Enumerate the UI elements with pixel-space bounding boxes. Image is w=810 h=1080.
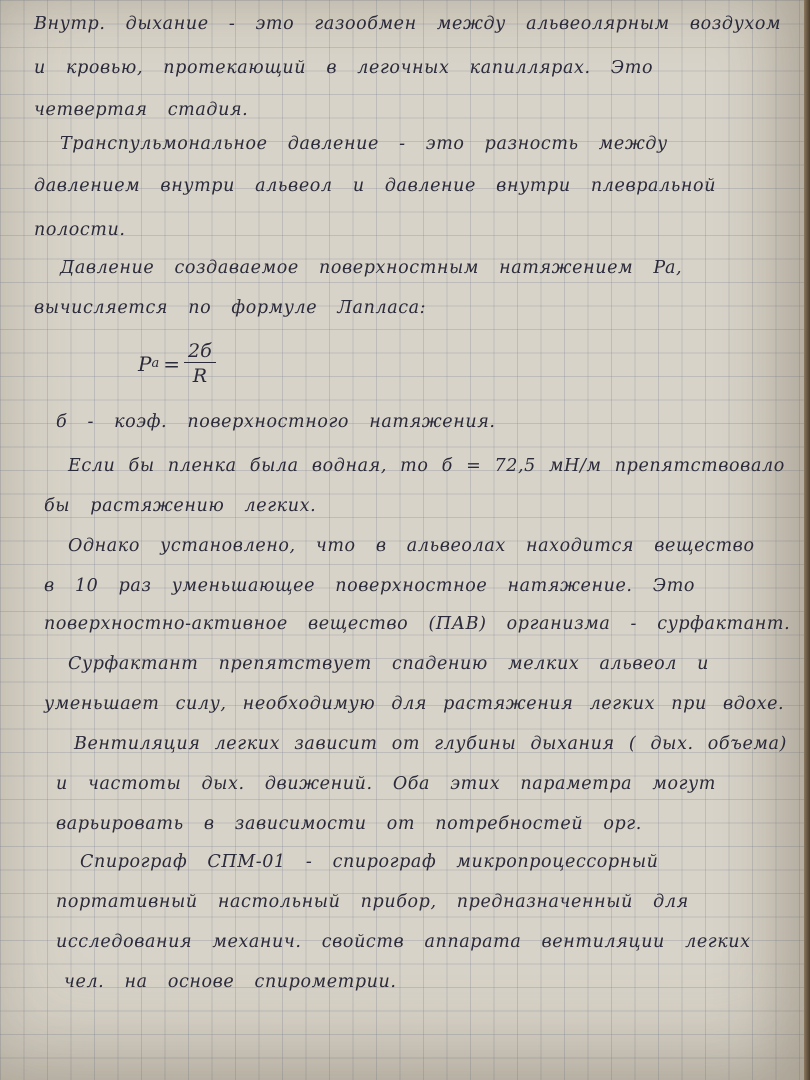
formula-lhs-subscript: a (151, 356, 160, 371)
formula-denominator: R (192, 365, 207, 387)
text-line-22: исследования механич. свойств аппарата вентиляции легких (56, 932, 751, 952)
text-line-12: Однако установлено, что в альвеолах находится вещество (68, 536, 755, 556)
text-line-8: вычисляется по формуле Лапласа: (34, 298, 427, 318)
formula-equals: = (163, 351, 180, 376)
text-line-10: Если бы пленка была водная, то б = 72,5 мН/м препятствовало (68, 456, 785, 476)
text-line-15: Сурфактант препятствует спадению мелких альвеол и (68, 654, 710, 674)
text-line-14: поверхностно-активное вещество (ПАВ) организма - сурфактант. (44, 614, 791, 634)
text-line-23: чел. на основе спирометрии. (64, 972, 397, 992)
text-line-18: и частоты дых. движений. Оба этих параметра могут (56, 774, 716, 794)
text-line-2: и кровью, протекающий в легочных капиллярах. Это (34, 58, 654, 78)
text-line-4: Транспульмональное давление - это разность между (60, 134, 668, 154)
text-line-5: давлением внутри альвеол и давление внутри плевральной (34, 176, 717, 196)
text-line-7: Давление создаваемое поверхностным натяжением Pa, (60, 258, 683, 278)
text-line-20: Спирограф СПМ-01 - спирограф микропроцессорный (80, 852, 659, 872)
text-line-19: варьировать в зависимости от потребностей орг. (56, 814, 642, 834)
text-line-1: Внутр. дыхание - это газообмен между альвеолярным воздухом (34, 14, 782, 34)
formula-lhs: P (138, 351, 152, 376)
text-line-13: в 10 раз уменьшающее поверхностное натяжение. Это (44, 576, 696, 596)
text-line-11: бы растяжению легких. (44, 496, 317, 516)
text-line-16: уменьшает силу, необходимую для растяжения легких при вдохе. (44, 694, 785, 714)
formula-fraction (184, 340, 216, 387)
page-edge (804, 0, 810, 1080)
formula-numerator: 2б (184, 340, 216, 363)
text-line-3: четвертая стадия. (34, 100, 249, 120)
text-line-9: б - коэф. поверхностного натяжения. (56, 412, 496, 432)
text-line-6: полости. (34, 220, 126, 240)
laplace-formula (138, 340, 216, 387)
text-line-17: Вентиляция легких зависит от глубины дыхания ( дых. объема) (74, 734, 787, 754)
text-line-21: портативный настольный прибор, предназначенный для (56, 892, 689, 912)
